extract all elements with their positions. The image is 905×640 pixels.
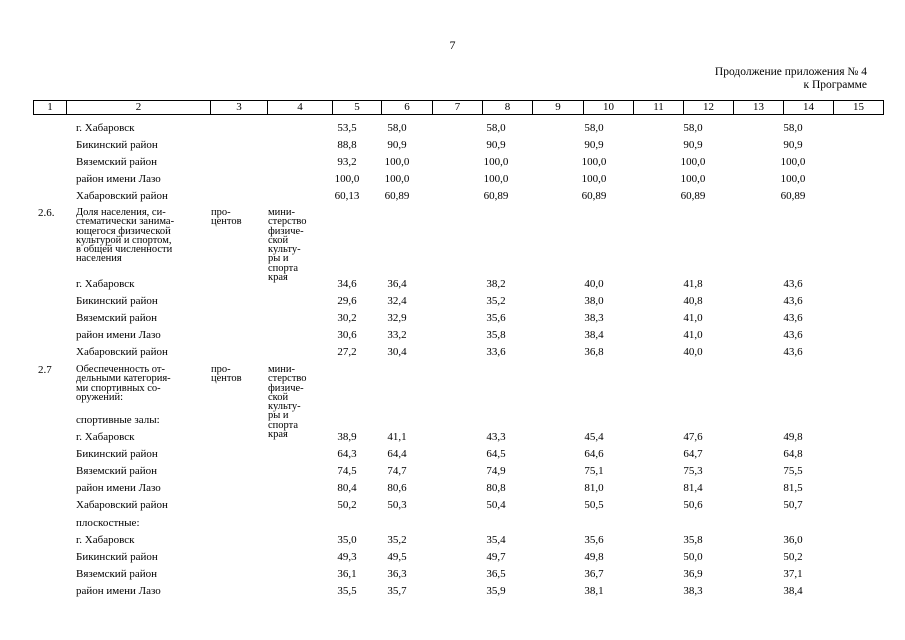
row-value: 60,89 xyxy=(780,190,806,202)
column-header-row xyxy=(33,100,884,115)
row-value: 43,6 xyxy=(783,278,803,290)
row-value: 50,6 xyxy=(683,499,703,511)
row-value: 64,7 xyxy=(683,448,703,460)
row-label: Бикинский район xyxy=(76,551,158,563)
row-label: Хабаровский район xyxy=(76,499,168,511)
row-value: 58,0 xyxy=(486,122,506,134)
row-value: 36,4 xyxy=(387,278,407,290)
row-value: 100,0 xyxy=(384,173,410,185)
row-value: 49,7 xyxy=(486,551,506,563)
executor-label: мини- стерство физиче- ской культу- ры и спорта края xyxy=(268,364,307,441)
row-label: Хабаровский район xyxy=(76,346,168,358)
row-value: 35,8 xyxy=(683,534,703,546)
row-label: Хабаровский район xyxy=(76,190,168,202)
row-value: 30,6 xyxy=(337,329,357,341)
row-value: 81,4 xyxy=(683,482,703,494)
row-value: 41,1 xyxy=(387,431,407,443)
column-header-8: 8 xyxy=(483,101,533,115)
row-value: 38,3 xyxy=(683,585,703,597)
row-value: 90,9 xyxy=(683,139,703,151)
row-value: 49,8 xyxy=(584,551,604,563)
row-value: 60,89 xyxy=(680,190,706,202)
row-value: 36,1 xyxy=(337,568,357,580)
column-header-2: 2 xyxy=(67,101,211,115)
row-value: 35,0 xyxy=(337,534,357,546)
row-value: 80,6 xyxy=(387,482,407,494)
row-label: Вяземский район xyxy=(76,156,157,168)
row-value: 38,4 xyxy=(584,329,604,341)
row-value: 38,1 xyxy=(584,585,604,597)
column-header-11: 11 xyxy=(634,101,684,115)
row-value: 50,4 xyxy=(486,499,506,511)
column-header-1: 1 xyxy=(34,101,67,115)
row-value: 60,89 xyxy=(483,190,509,202)
row-value: 93,2 xyxy=(337,156,357,168)
section-number: 2.7 xyxy=(38,364,52,376)
section-number: 2.6. xyxy=(38,207,55,219)
row-value: 41,0 xyxy=(683,312,703,324)
executor-label: мини- стерство физиче- ской культу- ры и спорта края xyxy=(268,207,307,284)
row-value: 90,9 xyxy=(387,139,407,151)
row-value: 74,7 xyxy=(387,465,407,477)
row-value: 40,0 xyxy=(683,346,703,358)
row-value: 35,2 xyxy=(486,295,506,307)
unit-label: про- центов xyxy=(211,364,242,385)
row-label: Вяземский район xyxy=(76,312,157,324)
row-value: 75,5 xyxy=(783,465,803,477)
row-value: 58,0 xyxy=(783,122,803,134)
row-value: 38,0 xyxy=(584,295,604,307)
row-label: г. Хабаровск xyxy=(76,122,135,134)
row-label: Вяземский район xyxy=(76,568,157,580)
row-value: 81,5 xyxy=(783,482,803,494)
row-label: г. Хабаровск xyxy=(76,534,135,546)
row-value: 81,0 xyxy=(584,482,604,494)
row-value: 33,6 xyxy=(486,346,506,358)
column-header-4: 4 xyxy=(268,101,333,115)
row-value: 64,6 xyxy=(584,448,604,460)
row-value: 74,5 xyxy=(337,465,357,477)
section-title: Доля населения, си- стематически занима- ющегося физической культурой и спортом, в общей численности населения xyxy=(76,207,175,265)
row-label: г. Хабаровск xyxy=(76,278,135,290)
row-value: 35,7 xyxy=(387,585,407,597)
row-value: 50,3 xyxy=(387,499,407,511)
column-header-3: 3 xyxy=(211,101,268,115)
row-value: 47,6 xyxy=(683,431,703,443)
continuation-line-1: Продолжение приложения № 4 xyxy=(714,66,867,78)
column-header-10: 10 xyxy=(584,101,634,115)
row-value: 58,0 xyxy=(584,122,604,134)
subsection-label: плоскостные: xyxy=(76,517,140,529)
row-value: 100,0 xyxy=(483,156,509,168)
row-value: 50,7 xyxy=(783,499,803,511)
row-value: 74,9 xyxy=(486,465,506,477)
row-value: 36,7 xyxy=(584,568,604,580)
row-value: 100,0 xyxy=(680,173,706,185)
row-value: 50,5 xyxy=(584,499,604,511)
row-value: 90,9 xyxy=(584,139,604,151)
row-label: район имени Лазо xyxy=(76,329,161,341)
row-value: 38,4 xyxy=(783,585,803,597)
row-value: 41,8 xyxy=(683,278,703,290)
row-value: 49,8 xyxy=(783,431,803,443)
row-label: Бикинский район xyxy=(76,295,158,307)
row-value: 75,3 xyxy=(683,465,703,477)
row-value: 40,0 xyxy=(584,278,604,290)
subsection-label: спортивные залы: xyxy=(76,414,160,426)
row-value: 35,6 xyxy=(486,312,506,324)
row-label: г. Хабаровск xyxy=(76,431,135,443)
row-value: 32,4 xyxy=(387,295,407,307)
row-value: 90,9 xyxy=(783,139,803,151)
row-value: 50,2 xyxy=(337,499,357,511)
row-value: 100,0 xyxy=(581,156,607,168)
row-value: 36,9 xyxy=(683,568,703,580)
row-value: 100,0 xyxy=(780,156,806,168)
row-value: 38,2 xyxy=(486,278,506,290)
row-value: 100,0 xyxy=(581,173,607,185)
row-value: 35,9 xyxy=(486,585,506,597)
row-value: 100,0 xyxy=(334,173,360,185)
section-title: Обеспеченность от- дельными категория- ми спортивных со- оружений: xyxy=(76,364,171,403)
row-value: 35,2 xyxy=(387,534,407,546)
row-value: 43,6 xyxy=(783,329,803,341)
column-header-6: 6 xyxy=(382,101,433,115)
row-label: Бикинский район xyxy=(76,139,158,151)
continuation-line-2: к Программе xyxy=(803,79,867,91)
column-header-13: 13 xyxy=(734,101,784,115)
row-value: 60,89 xyxy=(384,190,410,202)
row-value: 58,0 xyxy=(387,122,407,134)
column-header-15: 15 xyxy=(834,101,884,115)
row-value: 49,3 xyxy=(337,551,357,563)
column-header-14: 14 xyxy=(784,101,834,115)
column-header-7: 7 xyxy=(433,101,483,115)
row-value: 29,6 xyxy=(337,295,357,307)
row-label: Бикинский район xyxy=(76,448,158,460)
row-value: 50,0 xyxy=(683,551,703,563)
row-value: 90,9 xyxy=(486,139,506,151)
row-value: 64,4 xyxy=(387,448,407,460)
unit-label: про- центов xyxy=(211,207,242,228)
row-value: 30,4 xyxy=(387,346,407,358)
column-header-12: 12 xyxy=(684,101,734,115)
row-value: 27,2 xyxy=(337,346,357,358)
row-value: 100,0 xyxy=(680,156,706,168)
row-value: 40,8 xyxy=(683,295,703,307)
row-value: 60,89 xyxy=(581,190,607,202)
row-label: Вяземский район xyxy=(76,465,157,477)
row-value: 80,4 xyxy=(337,482,357,494)
row-value: 35,8 xyxy=(486,329,506,341)
row-value: 43,6 xyxy=(783,295,803,307)
row-value: 43,6 xyxy=(783,312,803,324)
row-value: 64,8 xyxy=(783,448,803,460)
row-value: 100,0 xyxy=(780,173,806,185)
row-value: 35,4 xyxy=(486,534,506,546)
row-value: 49,5 xyxy=(387,551,407,563)
row-value: 58,0 xyxy=(683,122,703,134)
row-value: 88,8 xyxy=(337,139,357,151)
page-number: 7 xyxy=(449,38,456,52)
row-value: 75,1 xyxy=(584,465,604,477)
row-value: 35,6 xyxy=(584,534,604,546)
row-value: 34,6 xyxy=(337,278,357,290)
row-value: 32,9 xyxy=(387,312,407,324)
row-value: 64,3 xyxy=(337,448,357,460)
row-value: 36,0 xyxy=(783,534,803,546)
row-value: 38,9 xyxy=(337,431,357,443)
column-header-9: 9 xyxy=(533,101,584,115)
column-header-5: 5 xyxy=(333,101,382,115)
row-value: 36,5 xyxy=(486,568,506,580)
row-value: 38,3 xyxy=(584,312,604,324)
row-value: 35,5 xyxy=(337,585,357,597)
row-value: 50,2 xyxy=(783,551,803,563)
row-value: 64,5 xyxy=(486,448,506,460)
row-value: 36,3 xyxy=(387,568,407,580)
row-value: 30,2 xyxy=(337,312,357,324)
row-value: 80,8 xyxy=(486,482,506,494)
row-label: район имени Лазо xyxy=(76,482,161,494)
row-value: 37,1 xyxy=(783,568,803,580)
row-value: 53,5 xyxy=(337,122,357,134)
continuation-note xyxy=(715,66,867,92)
row-value: 100,0 xyxy=(483,173,509,185)
row-label: район имени Лазо xyxy=(76,173,161,185)
row-value: 41,0 xyxy=(683,329,703,341)
row-label: район имени Лазо xyxy=(76,585,161,597)
row-value: 60,13 xyxy=(334,190,360,202)
row-value: 45,4 xyxy=(584,431,604,443)
row-value: 100,0 xyxy=(384,156,410,168)
row-value: 43,3 xyxy=(486,431,506,443)
row-value: 33,2 xyxy=(387,329,407,341)
row-value: 43,6 xyxy=(783,346,803,358)
row-value: 36,8 xyxy=(584,346,604,358)
